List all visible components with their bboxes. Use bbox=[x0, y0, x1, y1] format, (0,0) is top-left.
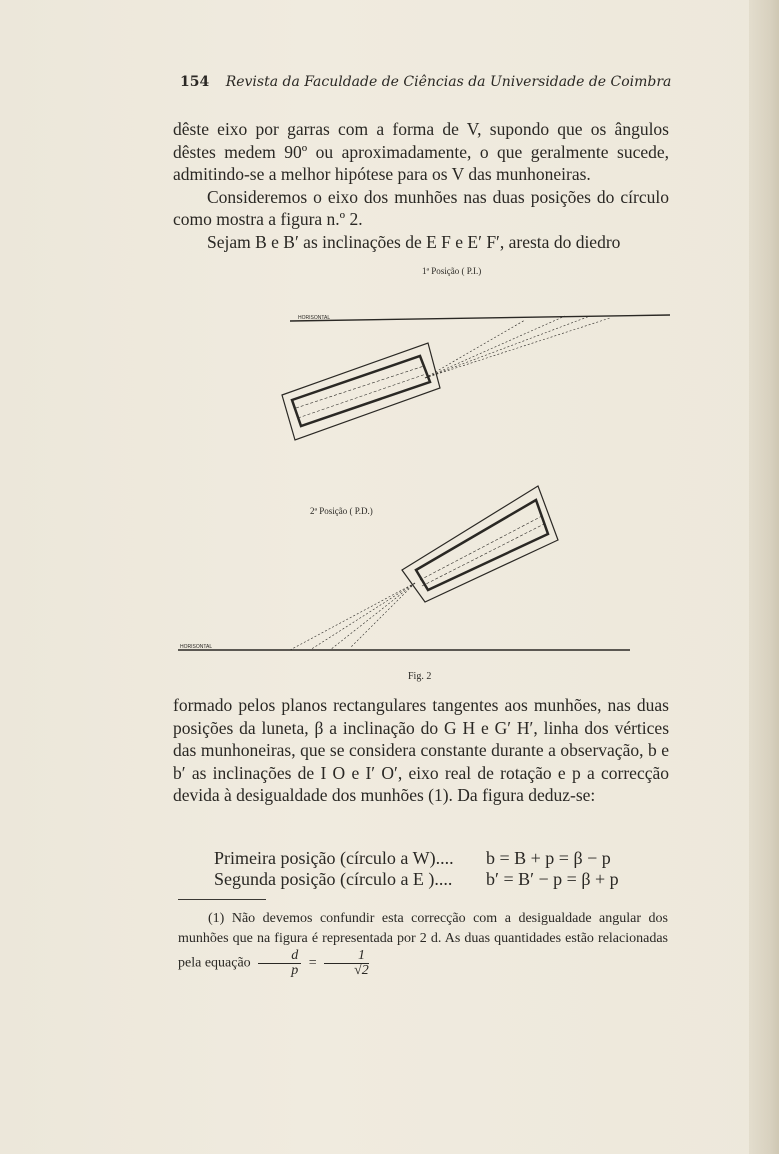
equation-2-label: Segunda posição (círculo a E ).... bbox=[214, 869, 453, 889]
paragraph-3: Sejam B e B′ as inclinações de E F e E′ F′, aresta do diedro bbox=[207, 231, 621, 252]
horizontal-label-1: HORISONTAL bbox=[298, 315, 331, 321]
equation-1-label: Primeira posição (círculo a W).... bbox=[214, 848, 454, 868]
footnote-text: (1) Não devemos confundir esta correcção com a desigualdade angular dos munhões que na figura é representada por 2 d. As duas quantidades estão relacionadas pela equação bbox=[178, 911, 668, 971]
body-text-top bbox=[173, 118, 669, 253]
telescope-1 bbox=[282, 343, 440, 440]
axes-1 bbox=[425, 316, 610, 378]
horizontal-label-2: HORISONTAL bbox=[180, 644, 213, 650]
paragraph-2: Consideremos o eixo dos munhões nas duas posições do círculo como mostra a figura n.º 2. bbox=[173, 186, 669, 229]
page-gutter bbox=[749, 0, 779, 1154]
fraction-d-over-p: $\frac{d}{p}$ bbox=[258, 949, 301, 978]
running-header bbox=[180, 74, 672, 90]
footnote-rule bbox=[178, 899, 266, 900]
equation-2-formula: b′ = B′ − p = β + p bbox=[486, 869, 619, 889]
axes-2 bbox=[290, 583, 415, 650]
fraction-1-over-sqrt2: $\frac{1}{√2}$ bbox=[324, 949, 369, 978]
figure-2 bbox=[170, 258, 680, 688]
footnote bbox=[178, 909, 668, 978]
paragraph-1: dêste eixo por garras com a forma de V, supondo que os ângulos dêstes medem 90º ou aproximadamente, o que geralmente sucede, admitindo-se a melhor hipótese para os V das munhoneiras. bbox=[173, 119, 669, 184]
telescope-2 bbox=[402, 486, 558, 602]
journal-title: Revista da Faculdade de Ciências da Universidade de Coimbra bbox=[225, 74, 672, 90]
equation-1-formula: b = B + p = β − p bbox=[486, 848, 611, 868]
pos1-label: 1ª Posição ( P.I.) bbox=[422, 266, 482, 276]
pos2-label: 2ª Posição ( P.D.) bbox=[310, 506, 373, 516]
paragraph-4: formado pelos planos rectangulares tangentes aos munhões, nas duas posições da luneta, β a inclinação do G H e G′ H′, linha dos vértices das munhoneiras, que se considera constante durante a observação, b e b′ as inclinações de I O e I′ O′, eixo real de rotação e p a correcção devida à desigualdade dos munhões (1). Da figura deduz-se: bbox=[173, 695, 669, 805]
figure-caption: Fig. 2 bbox=[408, 671, 432, 682]
equation-2 bbox=[214, 867, 654, 891]
horizontal-line-1 bbox=[290, 315, 670, 321]
body-text-bottom bbox=[173, 694, 669, 807]
page-number: 154 bbox=[180, 74, 210, 90]
equals-sign: = bbox=[308, 955, 317, 971]
